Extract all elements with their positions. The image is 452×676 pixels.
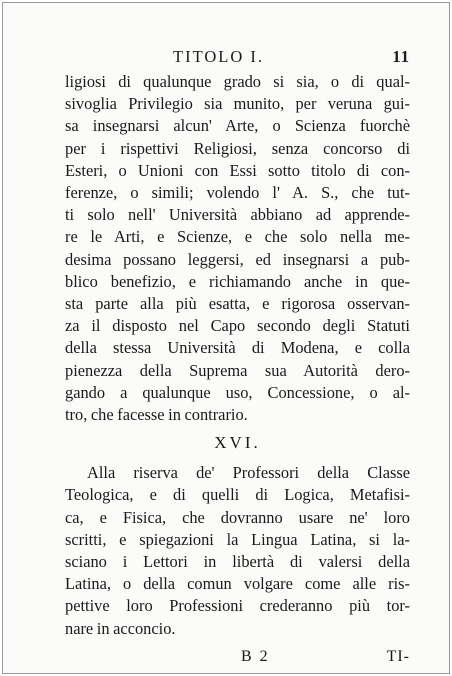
page-frame <box>2 2 450 674</box>
text-line: sta parte alla più esatta, e rigorosa osservan- <box>65 294 410 314</box>
text-line: za il disposto nel Capo secondo degli Statuti <box>65 316 410 336</box>
text-line: re le Arti, e Scienze, e che solo nella me- <box>65 227 410 247</box>
text-line: blico benefizio, e richiamando anche in que- <box>65 271 410 291</box>
text-line: ca, e Fisica, che dovranno usare ne' loro <box>65 507 410 527</box>
text-line: scritti, e spiegazioni la Lingua Latina, si la- <box>65 529 410 549</box>
text-line: ligiosi di qualunque grado si sia, o di qual- <box>65 72 410 91</box>
text-line: pettive loro Professioni crederanno più tor- <box>65 596 410 616</box>
text-line: Esteri, o Unioni con Essi sotto titolo di con- <box>65 160 410 180</box>
text-line: ti solo nell' Università abbiano ad apprende- <box>65 205 410 225</box>
text-line: Alla riserva de' Professori della Classe <box>87 463 410 483</box>
section-heading: XVI. <box>214 433 261 453</box>
text-line: pienezza della Suprema sua Autorità dero- <box>65 360 410 380</box>
text-line: sciano i Lettori in libertà di valersi della <box>65 552 410 572</box>
text-line: della stessa Università di Modena, e colla <box>65 338 410 358</box>
book-page <box>65 47 410 672</box>
text-line: sa insegnarsi alcun' Arte, o Scienza fuorchè <box>65 116 410 136</box>
page-header <box>65 47 410 69</box>
text-line: sivoglia Privilegio sia munito, per veruna gui- <box>65 94 410 114</box>
text-line: desima possano leggersi, ed insegnarsi a pub- <box>65 249 410 269</box>
page-footer <box>65 648 410 672</box>
catchword: TI- <box>386 647 410 665</box>
running-title: TITOLO I. <box>173 47 265 66</box>
text-line: Teologica, e di quelli di Logica, Metafisi- <box>65 485 410 505</box>
signature-mark: B 2 <box>241 647 270 665</box>
page-number: 11 <box>392 47 410 66</box>
text-line: ferenze, o simili; volendo l' A. S., che tut- <box>65 183 410 203</box>
text-line: gando a qualunque uso, Concessione, o al- <box>65 382 410 402</box>
paragraph-continued <box>65 71 410 426</box>
text-line: tro, che facesse in contrario. <box>65 405 248 425</box>
text-line: nare in acconcio. <box>65 618 176 638</box>
text-line: per i rispettivi Religiosi, senza concorso di <box>65 138 410 158</box>
text-line: Latina, o della comun volgare come alle ris- <box>65 574 410 594</box>
paragraph-xvi <box>65 462 410 640</box>
